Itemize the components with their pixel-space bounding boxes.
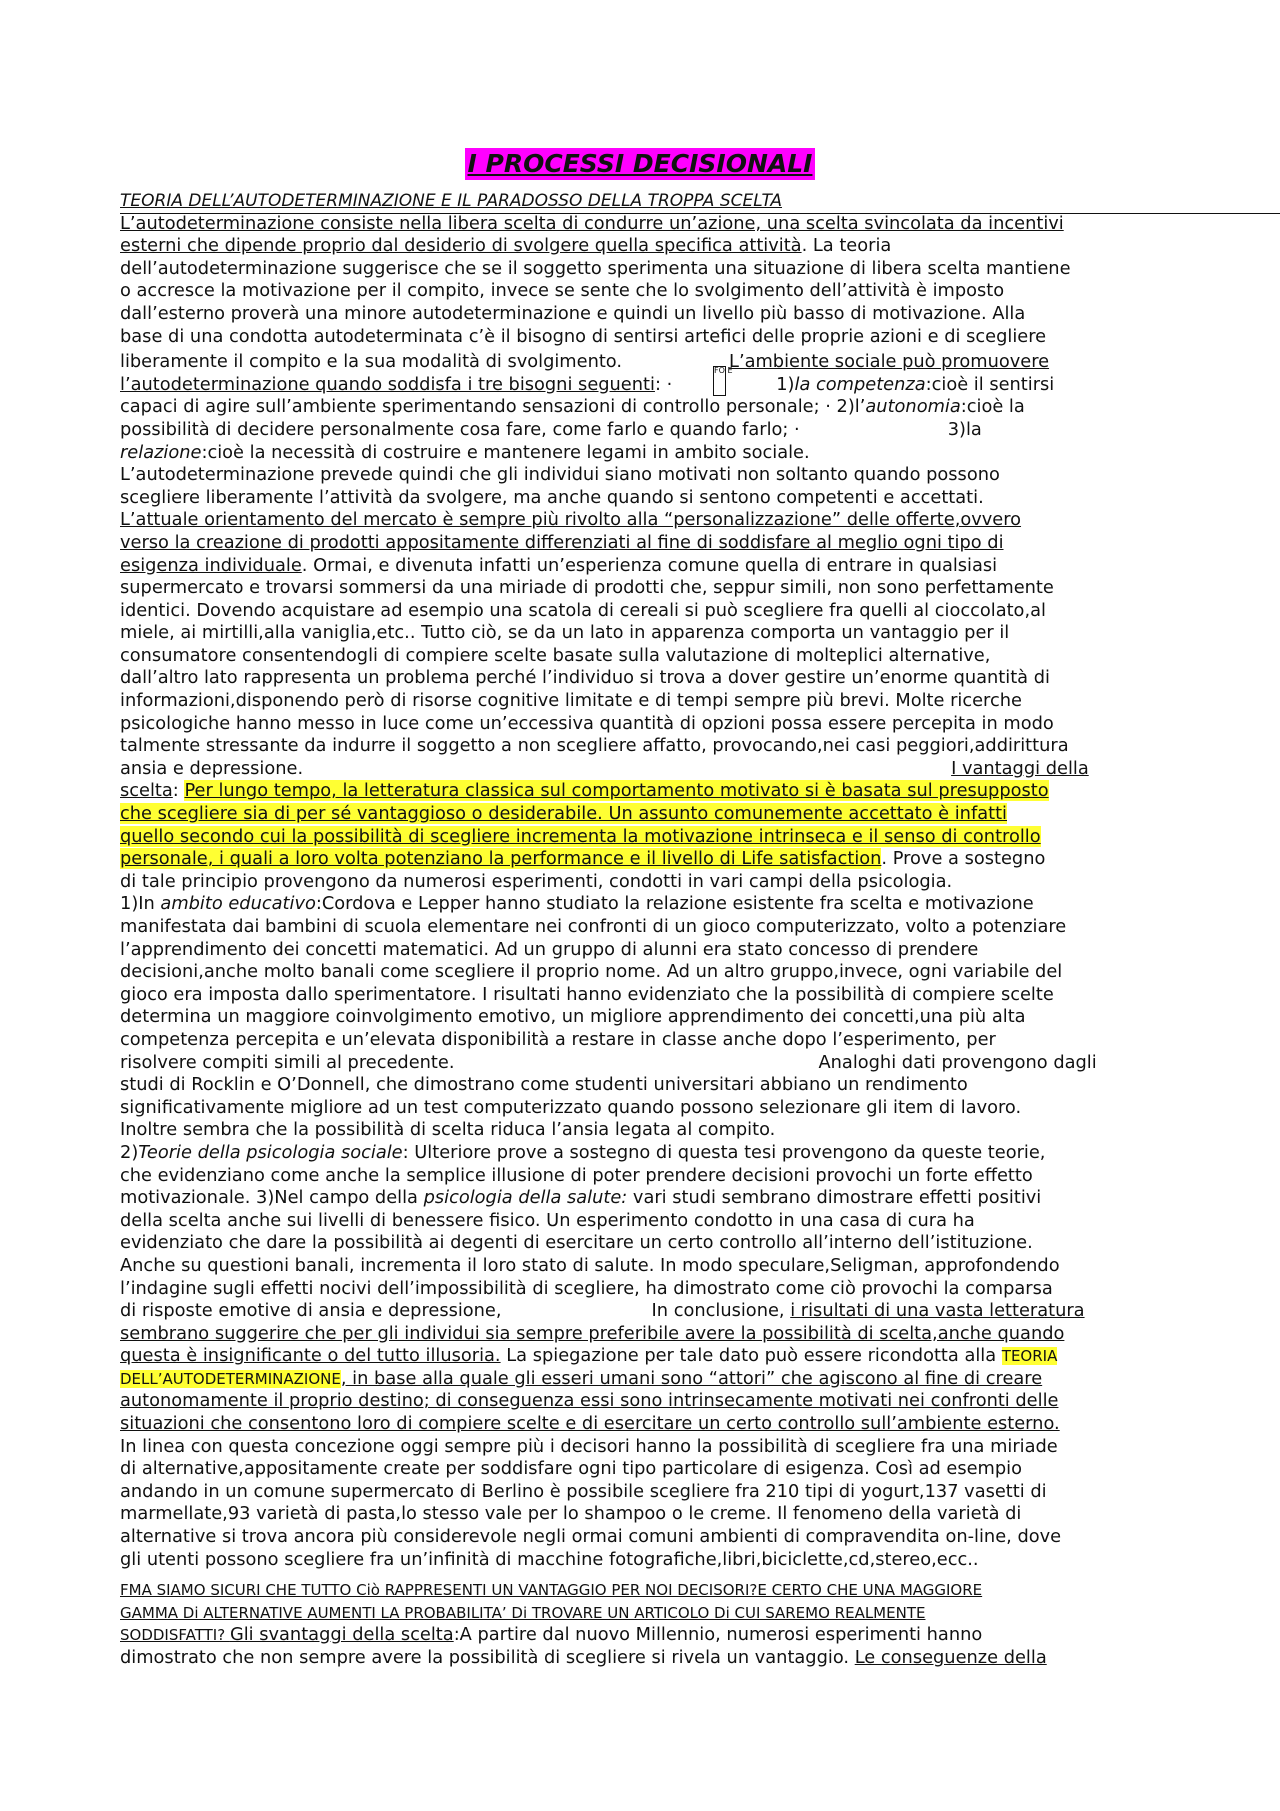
text-run: Teorie della psicologia sociale: [138, 1141, 403, 1163]
text-line: base di una condotta autodeterminata c’è il bisogno di sentirsi artefici delle proprie azioni e di scegliere: [120, 325, 1047, 347]
text-line: [120, 1187, 1170, 1210]
text-line: [120, 1052, 1170, 1075]
text-run: Le conseguenze della: [854, 1647, 1047, 1668]
text-line: della scelta anche sui livelli di benessere fisico. Un esperimento condotto in una casa di cura ha: [120, 1209, 975, 1231]
text-line: [120, 374, 1170, 397]
text-run: capaci di agire sull’ambiente sperimentando sensazioni di controllo personale; · 2)l’: [120, 396, 866, 418]
text-line: verso la creazione di prodotti appositamente differenziati al fine di soddisfare al meglio ogni tipo di: [120, 531, 1004, 553]
text-line: [120, 758, 1170, 781]
text-run: SODDISFATTI?: [120, 1626, 230, 1645]
text-run: vari studi sembrano dimostrare effetti positivi: [627, 1187, 1042, 1209]
highlighted-text: quello secondo cui la possibilità di scegliere incrementa la motivazione intrinseca e il senso di controllo: [120, 825, 1041, 847]
text-line: In linea con questa concezione oggi sempre più i decisori hanno la possibilità di scegliere fra una miriade: [120, 1435, 1058, 1457]
text-line: significativamente migliore ad un test computerizzato quando possono selezionare gli item di lavoro.: [120, 1096, 1022, 1118]
text-run: , in base alla quale gli esseri umani sono “attori” che agiscono al fine di creare: [340, 1367, 1043, 1389]
text-run: Analoghi dati provengono dagli: [818, 1051, 1097, 1073]
text-line: sembrano suggerire che per gli individui sia sempre preferibile avere la possibilità di scelta,anche quando: [120, 1322, 1065, 1344]
text-line: situazioni che consentono loro di compiere scelte e di esercitare un certo controllo sull’ambiente esterno.: [120, 1413, 1060, 1435]
text-line: [120, 780, 1170, 803]
text-run: l’autodeterminazione quando soddisfa i tre bisogni seguenti: [120, 373, 655, 395]
text-line: dall’altro lato rappresenta un problema perché l’individuo si trova a dover gestire un’enorme quantità di: [120, 667, 1050, 689]
text-run: dimostrato che non sempre avere la possibilità di scegliere si rivela un vantaggio.: [120, 1647, 855, 1668]
text-line: [120, 1345, 1170, 1368]
text-line: [120, 826, 1170, 849]
text-line: [120, 351, 1170, 374]
text-run: risolvere compiti simili al precedente.: [120, 1051, 455, 1073]
text-line: identici. Dovendo acquistare ad esempio una scatola di cereali si può scegliere fra quelli al cioccolato,al: [120, 599, 1046, 621]
text-run: 2): [120, 1141, 139, 1163]
text-line: Anche su questioni banali, incrementa il loro stato di salute. In modo speculare,Seligman, approfondendo: [120, 1254, 1060, 1276]
text-run: la competenza: [794, 373, 926, 395]
text-line: andando in un comune supermercato di Berlino è possibile scegliere fra 210 tipi di yogurt,137 vasetti di: [120, 1480, 1047, 1502]
text-run: psicologia della salute:: [423, 1187, 628, 1209]
text-line: autonomamente il proprio destino; di conseguenza essi sono intrinsecamente motivati nei confronti delle: [120, 1390, 1059, 1412]
text-line: manifestata dai bambini di scuola elementare nei confronti di un gioco computerizzato, volto a potenziare: [120, 916, 1067, 937]
text-run: :cioè la: [960, 396, 1025, 418]
text-run: relazione: [120, 441, 202, 463]
text-run: questa è insignificante o del tutto illusoria.: [120, 1345, 501, 1367]
text-line: [120, 555, 1170, 578]
text-line: che evidenziano come anche la semplice illusione di poter prendere decisioni provochi un forte effetto: [120, 1164, 1033, 1186]
text-run: :Cordova e Lepper hanno studiato la relazione esistente fra scelta e motivazione: [315, 893, 1034, 915]
highlighted-text: Per lungo tempo, la letteratura classica sul comportamento motivato si è basata sul presupposto: [184, 780, 1049, 802]
text-line: [120, 1647, 1170, 1670]
text-line: [120, 1368, 1170, 1391]
text-line: [120, 1579, 1170, 1602]
text-run: . Prove a sostegno: [881, 848, 1046, 870]
text-run: possibilità di decidere personalmente cosa fare, come farlo e quando farlo; ·: [120, 418, 800, 440]
text-run: La spiegazione per tale dato può essere ricondotta alla: [500, 1345, 1002, 1367]
highlighted-text: TEORIA: [1001, 1347, 1058, 1366]
text-run: :cioè il sentirsi: [925, 373, 1055, 395]
text-line: [120, 235, 1170, 258]
title-container: [0, 148, 1280, 180]
text-line: determina un maggiore coinvolgimento emotivo, un migliore apprendimento dei concetti,una più alta: [120, 1006, 1026, 1028]
highlighted-text: che scegliere sia di per sé vantaggioso o desiderabile. Un assunto comunemente accettato è infatti: [120, 803, 1007, 825]
text-run: FMA SIAMO SICURI CHE TUTTO Ciò RAPPRESENTI UN VANTAGGIO PER NOI DECISORI?E CERTO CHE UNA MAGGIORE: [120, 1581, 983, 1600]
text-run: :A partire dal nuovo Millennio, numerosi esperimenti hanno: [453, 1624, 983, 1646]
text-run: :cioè la necessità di costruire e mantenere legami in ambito sociale.: [201, 441, 810, 463]
text-run: di risposte emotive di ansia e depressione,: [120, 1300, 502, 1322]
text-line: gli utenti possono scegliere fra un’infinità di macchine fotografiche,libri,biciclette,cd,stereo,ecc..: [120, 1548, 979, 1570]
text-line: l’apprendimento dei concetti matematici. Ad un gruppo di alunni era stato concesso di prendere: [120, 938, 979, 960]
text-run: GAMMA Di ALTERNATIVE AUMENTI LA PROBABILITA’ Di TROVARE UN ARTICOLO Di CUI SAREMO REALMENTE: [120, 1603, 926, 1622]
text-line: [120, 396, 1170, 419]
text-line: marmellate,93 varietà di pasta,lo stesso vale per lo shampoo o le creme. Il fenomeno della varietà di: [120, 1503, 1022, 1525]
text-run: 1)In: [120, 893, 161, 915]
text-line: Inoltre sembra che la possibilità di scelta riduca l’ansia legata al compito.: [120, 1119, 776, 1141]
text-line: supermercato e trovarsi sommersi da una miriade di prodotti che, seppur simili, non sono perfettamente: [120, 577, 1054, 599]
text-line: L’attuale orientamento del mercato è sempre più rivolto alla “personalizzazione” delle offerte,ovvero: [120, 509, 1022, 531]
text-run: esigenza individuale: [120, 554, 302, 576]
text-run: Gli svantaggi della scelta: [229, 1624, 454, 1646]
text-line: evidenziato che dare la possibilità ai degenti di esercitare un certo controllo all’interno dell’istituzione.: [120, 1232, 1033, 1254]
text-line: miele, ai mirtilli,alla vaniglia,etc.. Tutto ciò, se da un lato in apparenza comporta un vantaggio per il: [120, 622, 1010, 644]
text-line: gioco era imposta dallo sperimentatore. I risultati hanno evidenziato che la possibilità di compiere scelte: [120, 983, 1054, 1005]
text-line: informazioni,disponendo però di risorse cognitive limitate e di tempi sempre più brevi. Molte ricerche: [120, 690, 1022, 712]
text-line: studi di Rocklin e O’Donnell, che dimostrano come studenti universitari abbiano un rendimento: [120, 1074, 968, 1096]
text-run: L’ambiente sociale può promuovere: [729, 351, 1050, 373]
text-line: decisioni,anche molto banali come scegliere il proprio nome. Ad un altro gruppo,invece, ogni variabile del: [120, 961, 1063, 983]
text-line: [120, 893, 1170, 916]
text-run: . La teoria: [801, 235, 892, 257]
text-line: o accresce la motivazione per il compito, invece se sente che lo svolgimento dell’attività è imposto: [120, 280, 1005, 302]
text-line: [120, 442, 1170, 465]
text-line: alternative si trova ancora più considerevole negli ormai comuni ambienti di compravendita on-line, dove: [120, 1526, 1062, 1548]
section-subtitle: TEORIA DELL’AUTODETERMINAZIONE E IL PARADOSSO DELLA TROPPA SCELTA: [120, 191, 783, 211]
text-run: 3)la: [947, 418, 982, 440]
page-title: I PROCESSI DECISIONALI: [465, 148, 816, 180]
text-line: [120, 848, 1170, 871]
document-body: [120, 190, 1170, 1670]
text-run: ansia e depressione.: [120, 757, 304, 779]
text-line: psicologiche hanno messo in luce come un’eccessiva quantità di opzioni possa essere percepita in modo: [120, 712, 1054, 734]
text-line: scegliere liberamente l’attività da svolgere, ma anche quando si sentono competenti e accettati.: [120, 486, 984, 508]
text-run: : ·: [654, 373, 673, 395]
text-line: di alternative,appositamente create per soddisfare ogni tipo particolare di esigenza. Così ad esempio: [120, 1458, 1022, 1480]
text-line: [120, 803, 1170, 826]
text-run: motivazionale. 3)Nel campo della: [120, 1187, 424, 1209]
text-run: ambito educativo: [160, 893, 316, 915]
text-run: :: [172, 780, 185, 802]
text-line: dell’autodeterminazione suggerisce che se il soggetto sperimenta una situazione di libera scelta mantiene: [120, 257, 1071, 279]
text-run: scelta: [120, 780, 173, 802]
text-line: [120, 419, 1170, 442]
text-line: consumatore consentendogli di compiere scelte basate sulla valutazione di molteplici alternative,: [120, 644, 991, 666]
highlighted-text: personale, i quali a loro volta potenziano la performance e il livello di Life satisfaction: [120, 848, 882, 870]
text-run: i risultati di una vasta letteratura: [790, 1300, 1085, 1322]
text-run: 1): [776, 373, 795, 395]
text-run: liberamente il compito e la sua modalità di svolgimento.: [120, 351, 623, 373]
text-line: l’indagine sugli effetti nocivi dell’impossibilità di scegliere, ha dimostrato come ciò provochi la comparsa: [120, 1277, 1053, 1299]
highlighted-text: DELL’AUTODETERMINAZIONE: [120, 1369, 341, 1388]
subtitle-line: [120, 190, 1170, 213]
text-line: L’autodeterminazione consiste nella libera scelta di condurre un’azione, una scelta svincolata da incentivi: [120, 212, 1064, 234]
text-run: esterni che dipende proprio dal desiderio di svolgere quella specifica attività: [120, 235, 802, 257]
text-line: talmente stressante da indurre il soggetto a non scegliere affatto, provocando,nei casi peggiori,addirittura: [120, 735, 1069, 757]
text-line: [120, 1624, 1170, 1647]
text-line: [120, 1300, 1170, 1323]
text-line: dall’esterno proverà una minore autodeterminazione e quindi un livello più basso di motivazione. Alla: [120, 302, 1026, 324]
comment-marker-icon[interactable]: FO E: [713, 366, 726, 396]
text-run: In conclusione,: [651, 1300, 791, 1322]
text-run: autonomia: [865, 396, 961, 418]
text-run: : Ulteriore prove a sostegno di questa tesi provengono da queste teorie,: [402, 1141, 1046, 1163]
text-line: competenza percepita e un’elevata disponibilità a restare in classe anche dopo l’esperimento, per: [120, 1028, 996, 1050]
text-run: . Ormai, e divenuta infatti un’esperienza comune quella di entrare in qualsiasi: [301, 554, 998, 576]
text-line: L’autodeterminazione prevede quindi che gli individui siano motivati non soltanto quando possono: [120, 464, 1000, 486]
text-run: I vantaggi della: [951, 757, 1089, 779]
text-line: di tale principio provengono da numerosi esperimenti, condotti in vari campi della psicologia.: [120, 870, 953, 892]
text-line: [120, 1142, 1170, 1165]
text-line: [120, 1602, 1170, 1625]
